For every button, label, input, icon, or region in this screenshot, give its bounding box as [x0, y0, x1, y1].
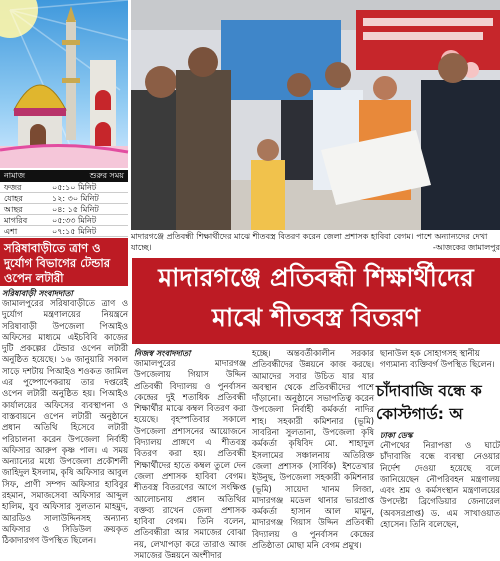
prayer-name: আছর: [4, 205, 23, 214]
main-headline: [132, 258, 500, 344]
prayer-name: যোহর: [4, 194, 23, 203]
photo-caption: [131, 231, 500, 253]
prayer-time: ০৭:১৫ মিনিট: [52, 227, 97, 236]
prayer-name: ফজর: [4, 183, 22, 192]
prayer-time: ০৪: ১৫ মিনিট: [52, 205, 99, 214]
headline-line-1: মাদারগঞ্জে প্রতিবন্ধী শিক্ষার্থীদের: [158, 263, 474, 292]
prayer-times-table: [0, 170, 128, 237]
prayer-time: ০৫:১০ মিনিট: [52, 183, 97, 192]
prayer-time: ১২: ৩০ মিনিট: [52, 194, 99, 203]
prayer-header-name: নামাজ: [4, 170, 26, 180]
prayer-time: ০৫:৩৩ মিনিট: [52, 216, 97, 225]
second-story-body: নৌপথের নিরাপত্তা ও ঘাটে চাঁদাবাজি বন্ধে ব্যবস্থা নেওয়ার নির্দেশ দেওয়া হয়েছে বলে জানিয়েছেন নৌপরিবহন মন্ত্রণালয় এবং শ্রম ও কর্মসংস্থান মন্ত্রণালয়ের উপদেষ্টা ব্রিগেডিয়ার জেনারেল (অবসরপ্রাপ্ত) ড. এম সাখাওয়াত হোসেন। তিনি বলেছেন,: [380, 440, 500, 530]
prayer-row: [0, 193, 128, 204]
side-story-byline: সরিষাবাড়ী সংবাদদাতা: [2, 289, 73, 298]
prayer-row: [0, 226, 128, 237]
headline-line-2: মাঝে শীতবস্ত্র বিতরণ: [211, 303, 420, 332]
prayer-name: এশা: [4, 227, 18, 236]
prayer-row: [0, 215, 128, 226]
caption-text: মাদারগঞ্জে প্রতিবন্ধী শিক্ষার্থীদের মাঝে শীতবস্ত্র বিতরণ করেন জেলা প্রশাসক হাবিবা বেগম। পাশে অন্যান্যদের দেখা যাচ্ছে।: [131, 232, 488, 252]
main-story-byline: নিজস্ব সংবাদদাতা: [134, 349, 191, 358]
prayer-row: [0, 182, 128, 193]
main-story-column-1: জামালপুরের মাদারগঞ্জ উপজেলায় গিয়াস উদ্দিন প্রতিবন্ধী বিদ্যালয় ও পুনর্বাসন কেন্দ্রের দুই শতাধিক প্রতিবন্ধী শিক্ষার্থীর মাঝে কম্বল বিতরণ করা হয়েছে। বৃহস্পতিবার সকালে উপজেলা প্রশাসনের আয়োজনে বিদ্যালয় প্রাঙ্গণে এ শীতবস্ত্র বিতরণ করা হয়। প্রতিবন্ধী শিক্ষার্থীদের হাতে কম্বল তুলে দেন জেলা প্রশাসক হাবিবা বেগম। শীতবস্ত্র বিতরণের আগে সংক্ষিপ্ত আলোচনায় প্রধান অতিথির বক্তব্য রাখেন জেলা প্রশাসক হাবিবা বেগম। তিনি বলেন, প্রতিবন্ধীরা আর সমাজের বোঝা নয়, লেখাপড়া করে তারাও আজ সমাজের উন্নয়নে অংশীদার: [134, 358, 246, 561]
prayer-name: মাগরিব: [4, 216, 28, 225]
second-story-byline: ঢাকা ডেস্ক: [380, 431, 413, 440]
second-story-headline: [376, 380, 500, 428]
caption-credit: -আজকের জামালপুর: [432, 243, 500, 252]
prayer-header-time: শুরুর সময়: [89, 170, 124, 180]
prayer-table-header: [0, 170, 128, 182]
prayer-row: [0, 204, 128, 215]
second-headline-line-1: চাঁদাবাজি বন্ধে ক: [376, 382, 482, 400]
main-story-column-2: হচ্ছে। অন্তবর্তীকালীন সরকার প্রতিবন্ধীদের উন্নয়নে কাজ করছে। আমাদের সবার উচিত যার যার অবস্থান থেকে প্রতিবন্ধীদের পাশে দাঁড়ানো। অনুষ্ঠানে সভাপতিত্ব করেন উপজেলা নির্বাহী কর্মকর্তা নাদির শাহ। সহকারী কমিশনার (ভূমি) সাবরিনা সুলতানা, উপজেলা কৃষি কর্মকর্তা কৃষিবিদ মো. শাহাদুল ইসলামের সঞ্চালনায় অতিরিক্ত জেলা প্রশাসক (সার্বিক) ইশতেখার ইউনুছ, উপজেলা সহকারী কমিশনার (ভূমি) সায়েদা খানম লিজা, মাদারগঞ্জ মডেল থানার ভারপ্রাপ্ত কর্মকর্তা হাসান আল মামুন, মাদারগঞ্জ গিয়াস উদ্দিন প্রতিবন্ধী বিদ্যালয় ও পুনর্বাসন কেন্দ্রের প্রতিষ্ঠাতা মোছা মনি বেগম প্রমুখ।: [252, 348, 374, 551]
mosque-illustration: [0, 0, 128, 168]
side-story-body: জামালপুরের সরিষাবাড়ীতে ত্রাণ ও দুর্যোগ মন্ত্রণালয়ের নিয়ন্ত্রনে সরিষাবাড়ী উপজেলা পিআইও অফিসের মাধ্যমে এইচবিবি কাজের দুটি প্রকল্পের টেন্ডার ওপেন লটারী অনুষ্ঠিত হয়েছে। ১৬ জানুয়ারি সকাল সাড়ে দশটায় পিআইও শওকত জামিল এর পুষ্পোপেকরায় তার দপ্তরেই ওপেন লটারী অনুষ্ঠিত হয়। পিআইও কার্যালয়ের অফিসের ব্যবস্থাপনা ও বাস্তবায়নে ওপেন লটারী অনুষ্ঠানে প্রধান অতিথি হিসেবে লটারী পরিচালনা করেন উপজেলা নির্বাহী অফিসার আরুপ কৃষ্ণ পাল। এ সময় অন্যান্যের মধ্যে উপজেলা প্রকৌশলী জাহিদুল ইসলাম, কৃষি অফিসার আবুল সিফ, প্রাণী সম্পদ অফিসার হাবিবুর রহমান, সমাজসেবা অফিসার আব্দুল হালিম, যুব অফিসার সুলতান মাহমুদ, আরডিও সালাউদ্দিনসহ অন্যান্য অফিসার ও সিডিউল ক্রয়কৃত ঠিকাদারগণ উপস্থিত ছিলেন।: [2, 298, 128, 546]
second-headline-line-2: কোস্টগার্ড: অ: [376, 405, 463, 423]
side-story-headline: সরিষাবাড়ীতে ত্রাণ ও দুর্যোগ বিভাগের টেন্ডার ওপেন লটারী: [0, 238, 128, 286]
news-photo: [131, 0, 500, 230]
main-story-column-3: ছানাউল হক সোহাগসহ স্থানীয় গণ্যমান্য ব্যক্তিবর্গ উপস্থিত ছিলেন।: [380, 348, 495, 370]
